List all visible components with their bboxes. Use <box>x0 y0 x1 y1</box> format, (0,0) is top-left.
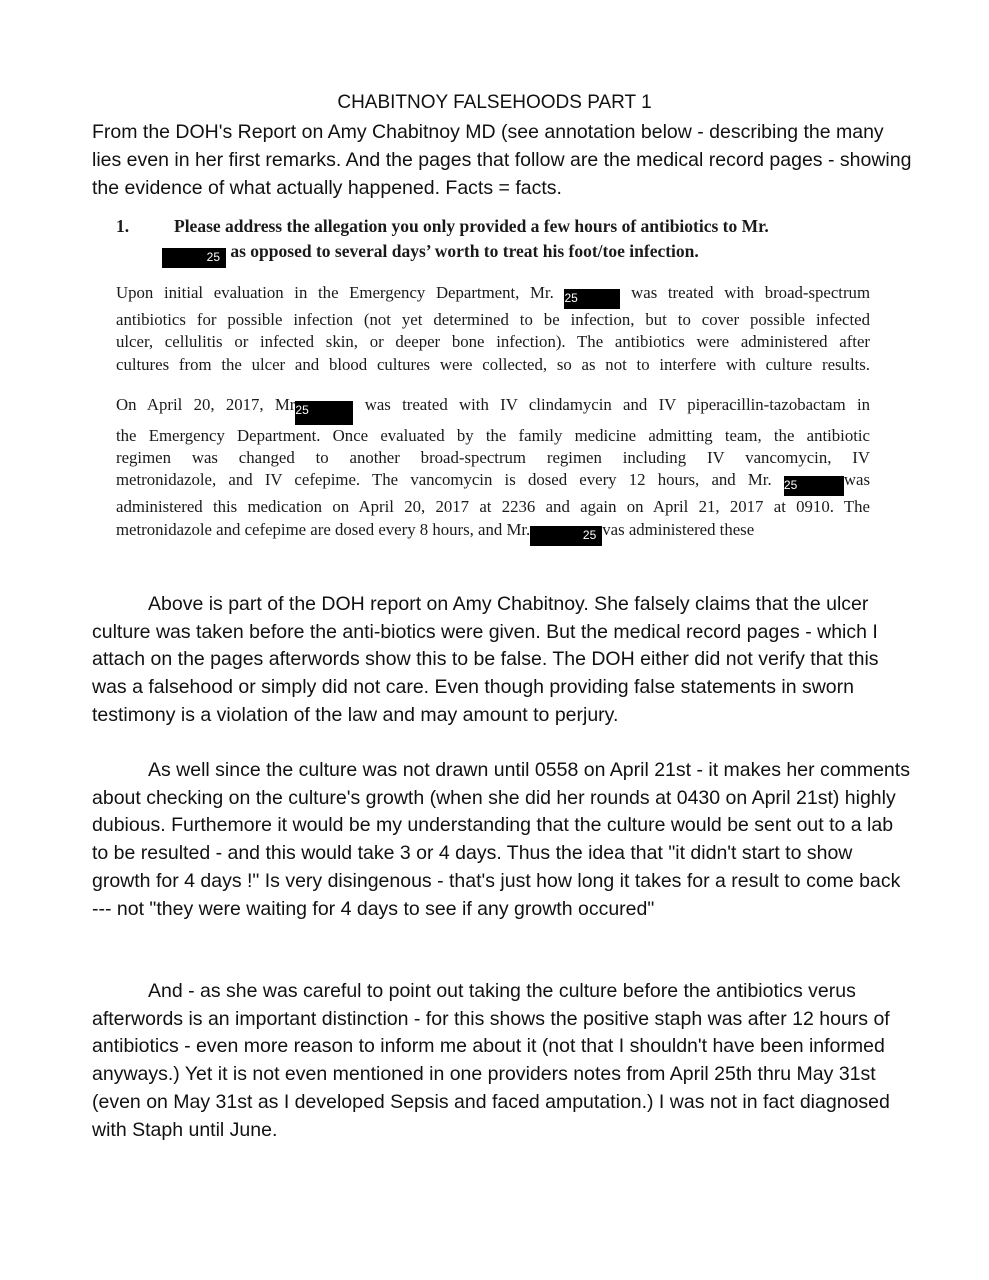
redaction-box: 25 <box>295 401 353 425</box>
excerpt-paragraph-1: Upon initial evaluation in the Emergency Department, Mr. 25 was treated with broad-spectrum antibiotics for possible infection (not yet determined to be infection, but to cover possible infected ulcer, cellulitis or infected skin, or deeper bone infection). The antibiotics were administered after cultures from the ulcer and blood cultures were collected, so as not to interfere with culture results. <box>116 283 871 374</box>
document-title: CHABITNOY FALSEHOODS PART 1 <box>337 92 652 113</box>
body-paragraph-3: And - as she was careful to point out taking the culture before the antibiotics verus afterwords is an important distinction - for this shows the positive staph was after 12 hours of antibiotics - even more reason to inform me about it (not that I shouldn't have been informed anyways.) Yet it is not even mentioned in one providers notes from April 25th thru May 31st (even on May 31st as I developed Sepsis and faced amputation.) I was not in fact diagnosed with Staph until June. <box>92 980 890 1141</box>
doh-report-excerpt <box>110 214 870 546</box>
redaction-box: 25 <box>564 289 620 309</box>
redaction-box: 25 <box>530 526 602 546</box>
question-line-2: 25 as opposed to several days’ worth to treat his foot/toe infection. <box>162 239 870 268</box>
redaction-box: 25 <box>784 476 844 496</box>
excerpt-paragraph-2: On April 20, 2017, Mr25 was treated with IV clindamycin and IV piperacillin-tazobactam in the Emergency Department. Once evaluated by the family medicine admitting team, the antibiotic regimen was changed to another broad-spectrum regimen including IV vancomycin, IV metronidazole, and IV cefepime. The vancomycin is dosed every 12 hours, and Mr. 25 was administered this medication on April 20, 2017 at 2236 and again on April 21, 2017 at 0910. The metronidazole and cefepime are dosed every 8 hours, and Mr. 25 vas administered these <box>110 394 870 546</box>
intro-paragraph: From the DOH's Report on Amy Chabitnoy MD (see annotation below - describing the many lies even in her first remarks. And the pages that follow are the medical record pages - showing the evidence of what actually happened. Facts = facts. <box>92 121 912 199</box>
body-paragraph-1: Above is part of the DOH report on Amy Chabitnoy. She falsely claims that the ulcer culture was taken before the anti-biotics were given. But the medical record pages - which I attach on the pages afterwords show this to be false. The DOH either did not verify that this was a falsehood or simply did not care. Even though providing false statements in sworn testimony is a violation of the law and may amount to perjury. <box>92 593 879 726</box>
redaction-box: 25 <box>162 248 226 268</box>
question-number: 1. <box>116 216 130 236</box>
body-paragraph-2: As well since the culture was not drawn until 0558 on April 21st - it makes her comments about checking on the culture's growth (when she did her rounds at 0430 on April 21st) highly dubious. Furthemore it would be my understanding that the culture would be sent out to a lab to be resulted - and this would take 3 or 4 days. Thus the idea that "it didn't start to show growth for 4 days !" Is very disingenous - that's just how long it takes for a result to come back --- not "they were waiting for 4 days to see if any growth occured" <box>92 759 910 920</box>
question-line-1: Please address the allegation you only provided a few hours of antibiotics to Mr. <box>174 216 769 236</box>
allegation-question <box>110 214 870 268</box>
